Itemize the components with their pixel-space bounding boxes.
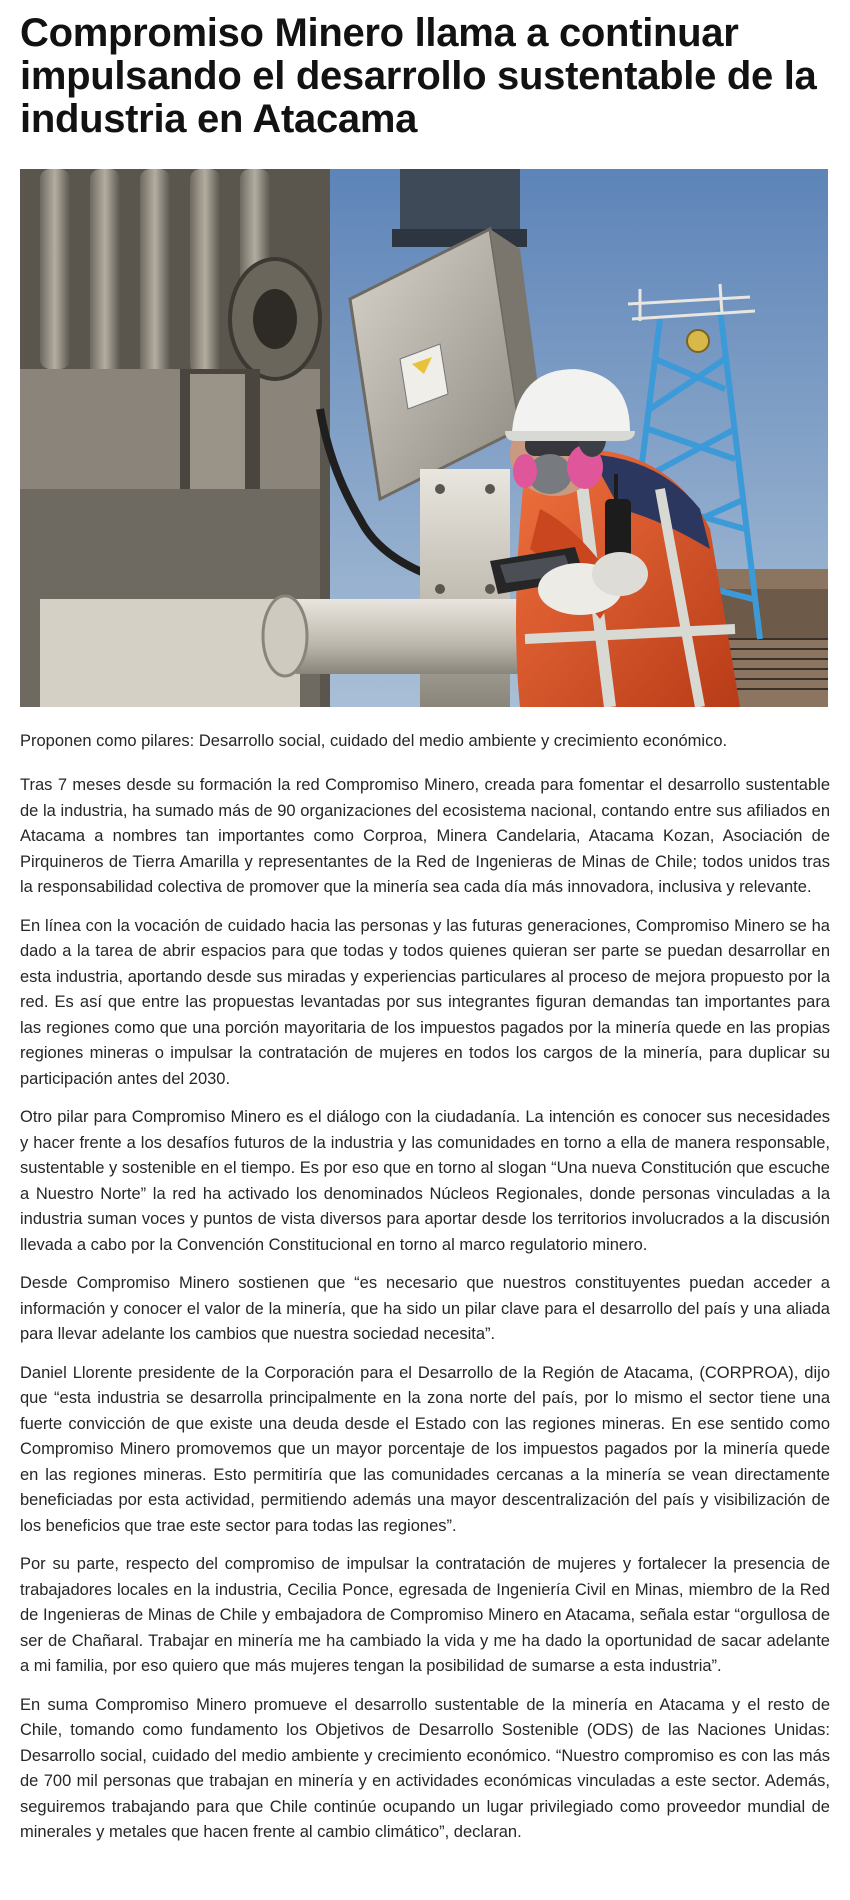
hero-photo [20, 169, 828, 707]
article-paragraph-1: Tras 7 meses desde su formación la red Compromiso Minero, creada para fomentar el desarrollo sustentable de la industria, ha sumado más de 90 organizaciones del ecosistema nacional, contando entre sus afiliados en Atacama a nombres tan importantes como Corproa, Minera Candelaria, Atacama Kozan, Asociación de Pirquineros de Tierra Amarilla y representantes de la Red de Ingenieras de Minas de Chile; todos unidos tras la responsabilidad colectiva de promover que la minería sea cada día más innovadora, inclusiva y relevante. [20, 776, 830, 896]
article-paragraph-5: Daniel Llorente presidente de la Corporación para el Desarrollo de la Región de Atacama, (CORPROA), dijo que “esta industria se desarrolla principalmente en la zona norte del país, por lo mismo el sector tiene una fuerte convicción de que existe una deuda desde el Estado con las regiones mineras. En ese sentido como Compromiso Minero promovemos que un mayor porcentaje de los impuestos pagados por la minería quede en las regiones mineras. Esto permitiría que las comunidades cercanas a la minería se vean directamente beneficiadas por esta actividad, permitiendo además una mayor descentralización del país y visibilización de los beneficios que trae este sector para todas las regiones”. [20, 1363, 830, 1535]
motor-cylinder [400, 169, 520, 239]
hero-illustration [20, 169, 828, 707]
article-paragraph-4: Desde Compromiso Minero sostienen que “es necesario que nuestros constituyentes puedan acceder a información y conocer el valor de la minería, que ha sido un pilar clave para el desarrollo del país y una aliada para llevar adelante los cambios que nuestra sociedad necesita”. [20, 1274, 830, 1343]
article-paragraph-6: Por su parte, respecto del compromiso de impulsar la contratación de mujeres y fortalecer la presencia de trabajadores locales en la industria, Cecilia Ponce, egresada de Ingeniería Civil en Minas, miembro de la Red de Ingenieras de Minas de Chile y embajadora de Compromiso Minero en Atacama, señala estar “orgullosa de ser de Chañaral. Trabajar en minería me ha cambiado la vida y me ha dado la oportunidad de sacar adelante a mi familia, por eso quiero que más mujeres tengan la posibilidad de sumarse a esta industria”. [20, 1555, 830, 1675]
article-title: Compromiso Minero llama a continuar impulsando el desarrollo sustentable de la industria en Atacama [20, 11, 817, 141]
article [20, 0, 830, 1846]
article-paragraph-7: En suma Compromiso Minero promueve el desarrollo sustentable de la minería en Atacama y el resto de Chile, tomando como fundamento los Objetivos de Desarrollo Sostenible (ODS) de las Naciones Unidas: Desarrollo social, cuidado del medio ambiente y crecimiento económico. “Nuestro compromiso es con las más de 700 mil personas que trabajan en minería y en actividades económicas vinculadas a este sector. Además, seguiremos trabajando para que Chile continúe ocupando un lugar privilegiado como proveedor mundial de minerales y metales que hacen frente al cambio climático”, declaran. [20, 1695, 830, 1841]
article-paragraph-2: En línea con la vocación de cuidado hacia las personas y las futuras generaciones, Compromiso Minero se ha dado a la tarea de abrir espacios para que todas y todos quienes quieran ser parte se puedan desarrollar en esta industria, aportando desde sus miradas y experiencias particulares al proceso de mejora propuesto por la red. Es así que entre las propuestas levantadas por sus integrantes figuran demandas tan importantes para las regiones como que una porción mayoritaria de los impuestos pagados por la minería quede en las propias regiones mineras o impulsar la contratación de mujeres en todos los cargos de la minería, para duplicar su participación antes del 2030. [20, 916, 830, 1088]
article-lead: Proponen como pilares: Desarrollo social, cuidado del medio ambiente y crecimiento económico. [20, 732, 728, 750]
article-paragraph-3: Otro pilar para Compromiso Minero es el diálogo con la ciudadanía. La intención es conocer sus necesidades y hacer frente a los desafíos futuros de la industria y las comunidades en torno a ella de manera responsable, sustentable y sostenible en el tiempo. Es por eso que en torno al slogan “Una nueva Constitución que escuche a Nuestro Norte” la red ha activado los denominados Núcleos Regionales, donde personas vinculadas a la industria suman voces y puntos de vista diversos para aportar desde los territorios involucrados a la discusión llevada a cabo por la Convención Constitucional en torno al marco regulatorio minero. [20, 1108, 830, 1254]
